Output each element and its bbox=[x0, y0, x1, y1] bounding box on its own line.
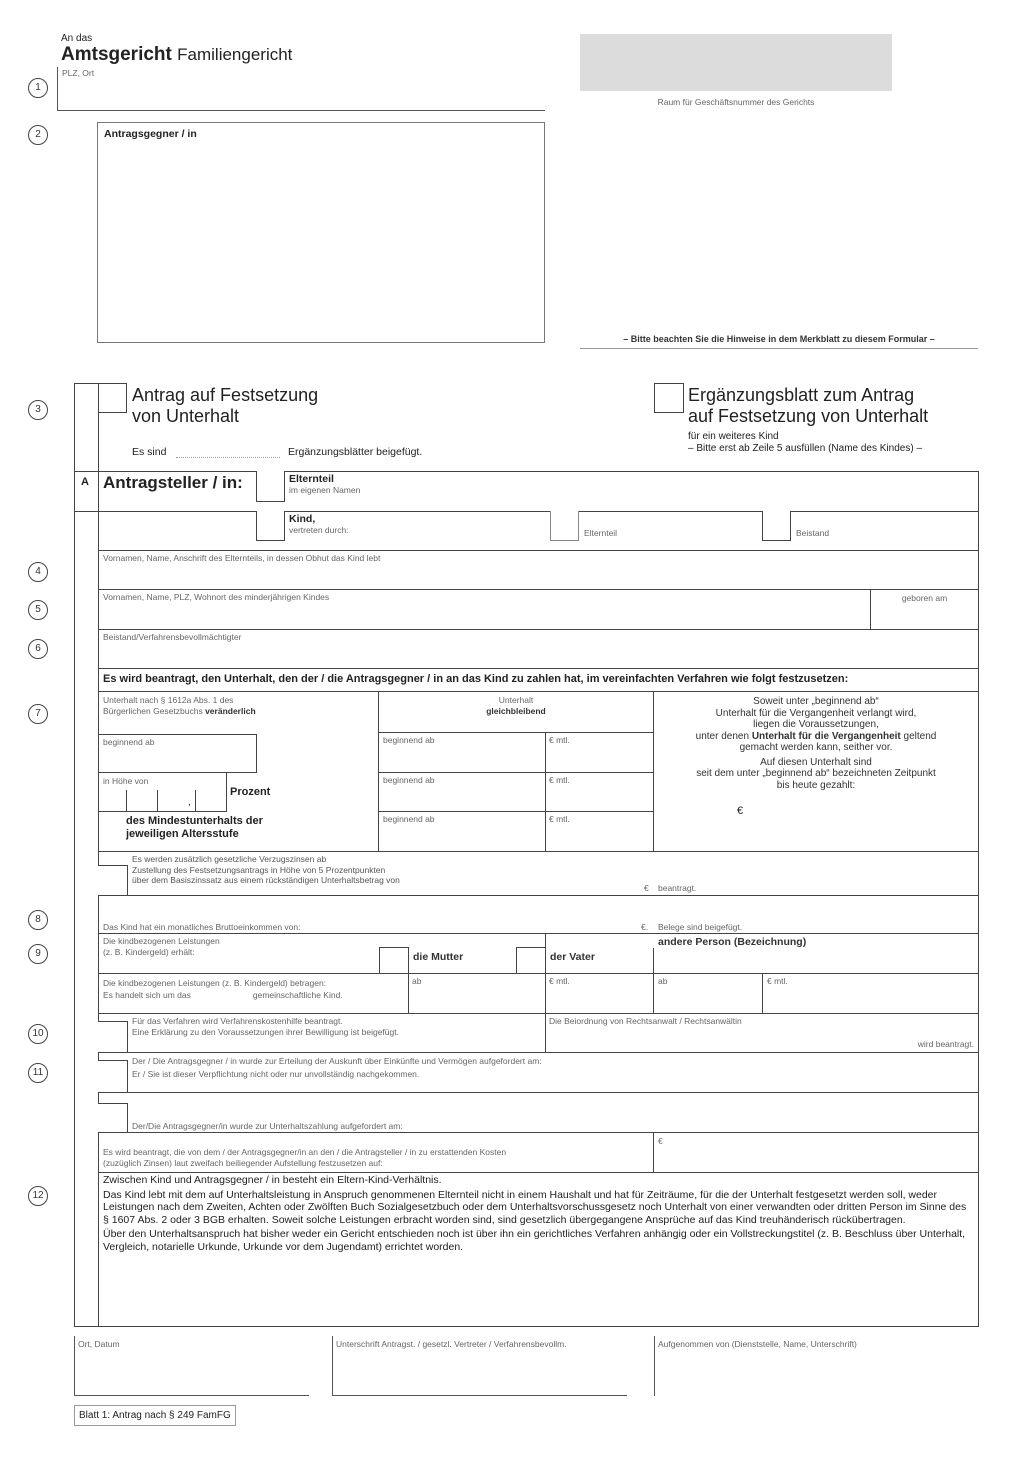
benefits-amount-1[interactable] bbox=[546, 974, 652, 1012]
mother-checkbox[interactable] bbox=[379, 947, 409, 974]
lawyer-applied: wird beantragt. bbox=[917, 1039, 974, 1049]
benefits-col-4 bbox=[762, 973, 763, 1013]
payment-request-checkbox[interactable] bbox=[98, 1103, 128, 1132]
row-number-7: 7 bbox=[28, 704, 48, 724]
plz-ort-label: PLZ, Ort bbox=[62, 68, 95, 78]
legal-aid-text bbox=[132, 1016, 399, 1038]
other-person-label: andere Person (Bezeichnung) bbox=[658, 936, 807, 948]
supplement-title-line1: Ergänzungsblatt zum Antrag bbox=[688, 385, 915, 405]
past-line4-post: geltend bbox=[900, 730, 937, 742]
supplement-sub2: – Bitte erst ab Zeile 5 ausfüllen (Name des Kindes) – bbox=[688, 443, 923, 454]
interest-applied: beantragt. bbox=[658, 883, 697, 893]
constant-line1: Unterhalt bbox=[498, 695, 534, 705]
benefits-from-date-1[interactable] bbox=[409, 974, 544, 1012]
prozent-label: Prozent bbox=[230, 786, 271, 798]
respondent-label: Antragsgegner / in bbox=[104, 128, 197, 140]
court-plz-ort-field[interactable] bbox=[57, 67, 545, 111]
declarations-text bbox=[103, 1174, 973, 1253]
supplement-count-field[interactable] bbox=[176, 456, 280, 458]
row-number-6: 6 bbox=[28, 639, 48, 659]
section7-heading-top bbox=[98, 668, 979, 669]
past-line2: Unterhalt für die Vergangenheit verlangt wird, bbox=[715, 707, 917, 719]
parent-label: Elternteil bbox=[289, 473, 334, 485]
information-request-checkbox[interactable] bbox=[98, 1060, 128, 1092]
section8-top-line bbox=[98, 895, 979, 896]
represented-by-beistand-checkbox[interactable] bbox=[762, 511, 791, 541]
child-income-field[interactable] bbox=[350, 915, 640, 932]
custodial-parent-field[interactable] bbox=[99, 551, 978, 589]
frame-bottom bbox=[74, 1326, 979, 1327]
amount-line2-post: gemeinschaftliche Kind. bbox=[252, 990, 343, 1000]
interest-line3: über dem Basiszinssatz aus einem rückständigen Unterhaltsbetrag von bbox=[132, 875, 400, 885]
euro-mtl-label-1: € mtl. bbox=[549, 735, 570, 745]
costs-text bbox=[103, 1147, 506, 1169]
past-line4-pre: unter denen bbox=[695, 730, 752, 742]
percent-box-right bbox=[226, 772, 227, 811]
variable-bold: veränderlich bbox=[205, 706, 256, 716]
benefits-col-3 bbox=[653, 973, 654, 1013]
interest-line1: Es werden zusätzlich gesetzliche Verzugszinsen ab bbox=[132, 854, 327, 864]
in-hoehe-von-label: in Höhe von bbox=[103, 776, 149, 786]
benefits-euro-label-1: € mtl. bbox=[549, 976, 570, 986]
interest-amount-field[interactable] bbox=[445, 878, 645, 894]
child-birthdate-field[interactable] bbox=[871, 590, 978, 628]
pkh-line2: Eine Erklärung zu den Voraussetzungen ihrer Bewilligung ist beigefügt. bbox=[132, 1027, 399, 1037]
costs-divider bbox=[653, 1132, 654, 1172]
payment-request-date-field[interactable] bbox=[475, 1114, 975, 1130]
main-title bbox=[132, 385, 318, 427]
benefits-amount-2[interactable] bbox=[764, 974, 977, 1012]
section-a-letter: A bbox=[81, 476, 89, 488]
mother-label: die Mutter bbox=[413, 951, 464, 963]
paid-line1: Auf diesen Unterhalt sind bbox=[760, 756, 872, 768]
constant-amount-2[interactable] bbox=[546, 773, 652, 811]
row-number-10: 10 bbox=[28, 1024, 48, 1044]
legal-aid-checkbox[interactable] bbox=[98, 1021, 128, 1052]
variable-beginnend-bottom bbox=[98, 772, 257, 773]
section7-heading: Es wird beantragt, den Unterhalt, den der / die Antragsgegner / in an das Kind zu zahlen hat, im vereinfachten Verfahren wie folgt festzusetzen: bbox=[103, 673, 849, 685]
applicant-label: Antragsteller / in: bbox=[103, 473, 243, 492]
variable-start-date-field[interactable] bbox=[99, 735, 255, 771]
benefits-amount-label bbox=[103, 977, 343, 1001]
declaration-line1: Zwischen Kind und Antragsgegner / in besteht ein Eltern-Kind-Verhältnis. bbox=[103, 1174, 442, 1186]
main-title-line2: von Unterhalt bbox=[132, 406, 240, 426]
parent-sub: im eigenen Namen bbox=[289, 485, 361, 495]
court-heading bbox=[61, 44, 292, 66]
information-request-date-field[interactable] bbox=[630, 1055, 970, 1069]
represented-by-parent-checkbox[interactable] bbox=[550, 511, 579, 541]
main-title-line1: Antrag auf Festsetzung bbox=[132, 385, 319, 405]
row-number-4: 4 bbox=[28, 562, 48, 582]
constant-start-date-3[interactable] bbox=[379, 812, 544, 850]
mindestunterhalt-label bbox=[126, 815, 263, 841]
past-maintenance-text bbox=[655, 696, 977, 791]
court-subtitle: Familiengericht bbox=[177, 45, 293, 64]
supplement-sub1: für ein weiteres Kind bbox=[688, 431, 779, 442]
interest-top-line bbox=[98, 851, 979, 852]
past-line5: gemacht werden kann, seither vor. bbox=[739, 742, 893, 753]
signature-field[interactable] bbox=[332, 1336, 627, 1396]
past-line3: liegen die Voraussetzungen, bbox=[753, 719, 879, 730]
applicant-parent-option bbox=[289, 474, 360, 496]
constant-amount-1[interactable] bbox=[546, 733, 652, 771]
constant-start-date-1[interactable] bbox=[379, 733, 544, 771]
percent-digit-1[interactable] bbox=[126, 790, 157, 811]
applicant-child-option bbox=[289, 514, 349, 536]
percent-decimal-comma: , bbox=[188, 797, 191, 808]
benefits-recipient-label bbox=[103, 936, 220, 958]
row-number-9: 9 bbox=[28, 944, 48, 964]
section-a-top-line bbox=[74, 471, 979, 472]
benefits-euro-label-2: € mtl. bbox=[767, 976, 788, 986]
row-number-2: 2 bbox=[28, 125, 48, 145]
represented-by-beistand-label: Beistand bbox=[796, 528, 830, 538]
place-date-field[interactable] bbox=[74, 1336, 309, 1396]
place-date-label: Ort, Datum bbox=[78, 1339, 120, 1349]
constant-maintenance-label bbox=[379, 695, 653, 717]
benefits-ab-label-2: ab bbox=[658, 976, 668, 986]
court-title: Amtsgericht bbox=[61, 44, 172, 65]
sheet-label: Blatt 1: Antrag nach § 249 FamFG bbox=[74, 1405, 236, 1426]
representative-label: Beistand/Verfahrensbevollmächtigter bbox=[103, 632, 242, 642]
percent-box-bottom bbox=[98, 811, 227, 812]
section7-heading-bottom bbox=[98, 691, 979, 692]
income-label: Das Kind hat ein monatliches Bruttoeinkommen von: bbox=[103, 922, 301, 932]
lawyer-label: Die Beiordnung von Rechtsanwalt / Rechtsanwältin bbox=[549, 1016, 742, 1026]
info-line2: Er / Sie ist dieser Verpflichtung nicht oder nur unvollständig nachgekommen. bbox=[132, 1069, 420, 1079]
child-name-field[interactable] bbox=[99, 590, 870, 628]
mindest-line1: des Mindestunterhalts der bbox=[126, 815, 263, 827]
payment-request-label: Der/Die Antragsgegner/in wurde zur Unterhaltszahlung aufgefordert am: bbox=[132, 1121, 403, 1131]
row-number-12: 12 bbox=[28, 1186, 48, 1206]
supplement-title-line2: auf Festsetzung von Unterhalt bbox=[688, 406, 929, 426]
receives-line2: (z. B. Kindergeld) erhält: bbox=[103, 947, 195, 957]
payment-request-top-line bbox=[98, 1092, 979, 1093]
paid-line2: seit dem unter „beginnend ab“ bezeichneten Zeitpunkt bbox=[696, 768, 936, 779]
main-application-checkbox[interactable] bbox=[98, 383, 127, 413]
info-line1: Der / Die Antragsgegner / in wurde zur Erteilung der Auskunft über Einkünfte und Vermögen aufgefordert am: bbox=[132, 1056, 542, 1066]
section11-top-line bbox=[98, 1052, 979, 1053]
signature-label: Unterschrift Antragst. / gesetzl. Vertreter / Verfahrensbevollm. bbox=[336, 1339, 567, 1349]
frame-top bbox=[74, 383, 99, 384]
row-number-1: 1 bbox=[28, 78, 48, 98]
custodial-parent-label: Vornamen, Name, Anschrift des Elternteils, in dessen Obhut das Kind lebt bbox=[103, 553, 381, 563]
euro-mtl-label-3: € mtl. bbox=[549, 814, 570, 824]
past-line4-bold: Unterhalt für die Vergangenheit bbox=[751, 730, 901, 742]
beginnend-label-2: beginnend ab bbox=[383, 775, 435, 785]
row-number-3: 3 bbox=[28, 400, 48, 420]
frame-left-border bbox=[74, 383, 75, 1327]
interest-text bbox=[132, 854, 400, 886]
percent-decimal-digit[interactable] bbox=[195, 790, 226, 811]
es-sind-label: Es sind bbox=[132, 446, 167, 458]
child-sub: vertreten durch: bbox=[289, 525, 349, 535]
receives-line1: Die kindbezogenen Leistungen bbox=[103, 936, 220, 946]
constant-start-date-2[interactable] bbox=[379, 773, 544, 811]
beginnend-label-1: beginnend ab bbox=[383, 735, 435, 745]
frame-inner-border bbox=[98, 383, 99, 1327]
supplement-title bbox=[688, 385, 928, 427]
represented-by-parent-label: Elternteil bbox=[584, 528, 618, 538]
recorded-by-field[interactable] bbox=[654, 1336, 978, 1396]
notice-text: – Bitte beachten Sie die Hinweise in dem Merkblatt zu diesem Formular – bbox=[623, 334, 935, 344]
child-label: Kind, bbox=[289, 513, 316, 525]
declaration-para2: Das Kind lebt mit dem auf Unterhaltsleistung in Anspruch genommenen Elternteil nicht in einem Haushalt und hat für Zeiträume, für die der Unterhalt festgesetzt werden soll, weder Leistungen nach dem Zweiten, Achten oder Zwölften Buch Sozialgesetzbuch oder dem Unterhaltsvorschussgesetz noch Unterhalt von einer verwandten oder dritten Person im Sinne des § 1607 Abs. 2 oder 3 BGB erhalten. Soweit solche Leistungen erbracht worden sind, sind gesetzlich übergegangene Ansprüche auf das Kind treuhänderisch rückübertragen. bbox=[103, 1188, 967, 1226]
applicant-parent-checkbox[interactable] bbox=[256, 471, 285, 502]
variable-beginnend-right bbox=[256, 734, 257, 772]
row-number-11: 11 bbox=[28, 1063, 48, 1083]
income-proof: Belege sind beigefügt. bbox=[658, 922, 743, 932]
supplement-sheet-checkbox[interactable] bbox=[654, 383, 684, 413]
variable-beginnend-label: beginnend ab bbox=[103, 737, 155, 747]
recorded-by-label: Aufgenommen von (Dienststelle, Name, Unterschrift) bbox=[658, 1339, 857, 1349]
paid-line3: bis heute gezahlt: bbox=[776, 779, 856, 791]
costs-amount-field[interactable] bbox=[655, 1133, 977, 1171]
constant-amount-3[interactable] bbox=[546, 812, 652, 850]
section12-top-line bbox=[98, 1172, 979, 1173]
percent-digit-2[interactable] bbox=[157, 790, 188, 811]
costs-line1: Es wird beantragt, die von dem / der Antragsgegner/in an den / die Antragsteller / in zu erstattenden Kosten bbox=[103, 1147, 507, 1157]
supplement-subtitle bbox=[688, 431, 922, 455]
interest-checkbox[interactable] bbox=[98, 865, 128, 895]
case-number-caption: Raum für Geschäftsnummer des Gerichts bbox=[657, 97, 815, 107]
interest-line2: Zustellung des Festsetzungsantrags in Höhe von 5 Prozentpunkten bbox=[132, 864, 386, 875]
other-person-field[interactable] bbox=[655, 934, 977, 973]
born-label: geboren am bbox=[901, 593, 948, 603]
amount-line2-pre: Es handelt sich um das bbox=[103, 990, 191, 1000]
applicant-child-checkbox[interactable] bbox=[256, 511, 285, 541]
row-number-8: 8 bbox=[28, 910, 48, 930]
benefits-from-date-2[interactable] bbox=[655, 974, 761, 1012]
father-checkbox[interactable] bbox=[516, 947, 546, 974]
notice-underline bbox=[580, 348, 978, 349]
costs-euro-label: € bbox=[658, 1136, 663, 1146]
representative-field[interactable] bbox=[99, 630, 978, 668]
common-child-number-field[interactable] bbox=[191, 989, 253, 998]
declaration-para3: Über den Unterhaltsanspruch hat bisher weder ein Gericht entschieden noch ist über ihn ein gerichtliches Verfahren anhängig oder ein Vollstreckungstitel (z. B. Beschluss über Unterhalt, Vergleich, notarielle Urkunde, Urkunde vor dem Jugendamt) errichtet worden. bbox=[103, 1228, 966, 1253]
income-euro: €. bbox=[641, 922, 649, 932]
row-number-5: 5 bbox=[28, 600, 48, 620]
frame-right-border bbox=[978, 471, 979, 1327]
paid-euro-label: € bbox=[737, 805, 744, 817]
interest-euro: € bbox=[644, 883, 649, 893]
constant-bold: gleichbleibend bbox=[486, 706, 546, 716]
past-line1: Soweit unter „beginnend ab“ bbox=[753, 696, 879, 707]
pkh-line1: Für das Verfahren wird Verfahrenskostenhilfe beantragt. bbox=[132, 1016, 343, 1026]
amount-line1: Die kindbezogenen Leistungen (z. B. Kindergeld) betragen: bbox=[103, 978, 327, 988]
other-person-divider bbox=[653, 948, 654, 974]
mindest-line2: jeweiligen Altersstufe bbox=[126, 828, 239, 840]
respondent-field[interactable] bbox=[97, 122, 545, 343]
supplements-attached-label: Ergänzungsblätter beigefügt. bbox=[288, 446, 423, 458]
child-row-top-line bbox=[74, 511, 979, 512]
to-label: An das bbox=[61, 33, 93, 44]
paid-amount-field[interactable] bbox=[733, 803, 933, 823]
euro-mtl-label-2: € mtl. bbox=[549, 775, 570, 785]
child-name-label: Vornamen, Name, PLZ, Wohnort des minderjährigen Kindes bbox=[103, 592, 330, 602]
variable-line1: Unterhalt nach § 1612a Abs. 1 des bbox=[103, 695, 234, 705]
case-number-box bbox=[580, 34, 892, 91]
variable-line2: Bürgerlichen Gesetzbuchs bbox=[103, 706, 203, 716]
costs-line2: (zuzüglich Zinsen) laut zweifach beiliegender Aufstellung festzusetzen auf: bbox=[103, 1158, 383, 1168]
father-label: der Vater bbox=[550, 951, 595, 963]
lawyer-field[interactable] bbox=[546, 1014, 977, 1051]
col-divider-constant bbox=[653, 691, 654, 851]
information-request-text bbox=[132, 1055, 542, 1081]
variable-maintenance-label bbox=[103, 695, 256, 717]
beginnend-label-3: beginnend ab bbox=[383, 814, 435, 824]
benefits-ab-label-1: ab bbox=[412, 976, 422, 986]
